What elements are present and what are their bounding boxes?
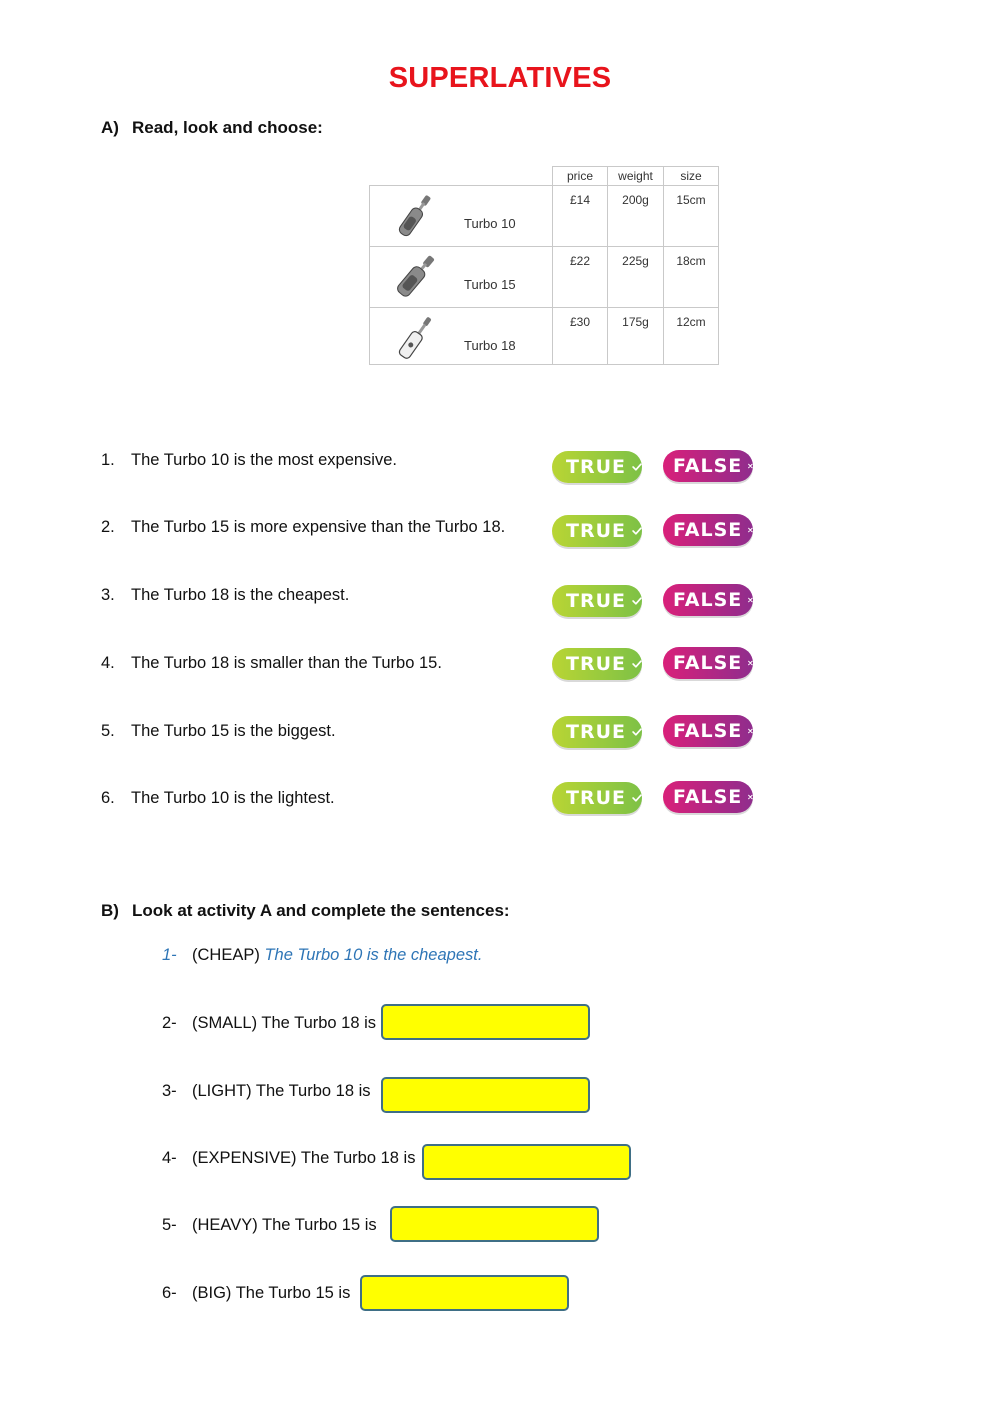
column-header-size: size xyxy=(664,167,719,186)
check-icon xyxy=(632,592,642,610)
product-name: Turbo 10 xyxy=(464,216,516,231)
product-table xyxy=(369,166,719,365)
electric-toothbrush-icon xyxy=(388,253,448,303)
sentence-5: 5- (HEAVY) The Turbo 15 is xyxy=(162,1216,377,1234)
answer-input-6[interactable] xyxy=(360,1275,569,1311)
section-b-heading xyxy=(101,901,510,921)
sentence-prompt: (LIGHT) The Turbo 18 is xyxy=(192,1082,371,1100)
question-text: The Turbo 10 is the most expensive. xyxy=(131,451,397,469)
product-name: Turbo 15 xyxy=(464,277,516,292)
x-icon xyxy=(748,655,753,671)
question-2: 2. The Turbo 15 is more expensive than the Turbo 18. xyxy=(101,518,506,536)
question-text: The Turbo 18 is the cheapest. xyxy=(131,586,350,604)
check-icon xyxy=(632,458,642,476)
check-icon xyxy=(632,723,642,741)
check-icon xyxy=(632,522,642,540)
weight-value: 200g xyxy=(608,186,664,247)
electric-toothbrush-icon xyxy=(388,314,448,364)
true-button-3[interactable]: TRUE xyxy=(552,585,642,617)
sentence-prompt: (SMALL) The Turbo 18 is xyxy=(192,1014,377,1032)
column-header-weight: weight xyxy=(608,167,664,186)
x-icon xyxy=(748,723,753,739)
true-button-1[interactable]: TRUE xyxy=(552,451,642,483)
section-a-heading xyxy=(101,118,323,138)
weight-value: 225g xyxy=(608,247,664,308)
sentence-2: 2- (SMALL) The Turbo 18 is xyxy=(162,1014,377,1032)
example-number: 1- xyxy=(162,946,177,964)
question-4: 4. The Turbo 18 is smaller than the Turbo 15. xyxy=(101,654,442,672)
product-cell xyxy=(370,247,553,308)
electric-toothbrush-icon xyxy=(388,192,448,242)
size-value: 18cm xyxy=(664,247,719,308)
table-row xyxy=(370,308,719,365)
product-name: Turbo 18 xyxy=(464,338,516,353)
table-header-row xyxy=(370,167,719,186)
answer-input-5[interactable] xyxy=(390,1206,599,1242)
false-button-3[interactable]: FALSE xyxy=(663,584,753,616)
true-button-5[interactable]: TRUE xyxy=(552,716,642,748)
price-value: £14 xyxy=(553,186,608,247)
false-button-2[interactable]: FALSE xyxy=(663,514,753,546)
table-row xyxy=(370,186,719,247)
section-b-instruction: Look at activity A and complete the sentences: xyxy=(132,901,510,920)
false-button-5[interactable]: FALSE xyxy=(663,715,753,747)
sentence-prompt: (EXPENSIVE) The Turbo 18 is xyxy=(192,1149,416,1167)
false-button-1[interactable]: FALSE xyxy=(663,450,753,482)
example-sentence xyxy=(162,946,482,965)
example-answer: The Turbo 10 is the cheapest. xyxy=(264,946,483,964)
x-icon xyxy=(748,592,753,608)
x-icon xyxy=(748,522,753,538)
page-title: SUPERLATIVES xyxy=(388,62,612,94)
question-text: The Turbo 18 is smaller than the Turbo 15. xyxy=(131,654,442,672)
answer-input-4[interactable] xyxy=(422,1144,631,1180)
product-cell xyxy=(370,186,553,247)
check-icon xyxy=(632,655,642,673)
true-button-4[interactable]: TRUE xyxy=(552,648,642,680)
sentence-prompt: (HEAVY) The Turbo 15 is xyxy=(192,1216,377,1234)
check-icon xyxy=(632,789,642,807)
question-text: The Turbo 15 is more expensive than the Turbo 18. xyxy=(131,518,506,536)
question-3: 3. The Turbo 18 is the cheapest. xyxy=(101,586,350,604)
sentence-4: 4- (EXPENSIVE) The Turbo 18 is xyxy=(162,1149,416,1167)
false-button-6[interactable]: FALSE xyxy=(663,781,753,813)
price-value: £30 xyxy=(553,308,608,365)
sentence-6: 6- (BIG) The Turbo 15 is xyxy=(162,1284,351,1302)
question-5: 5. The Turbo 15 is the biggest. xyxy=(101,722,336,740)
sentence-prompt: (BIG) The Turbo 15 is xyxy=(192,1284,351,1302)
section-a-letter: A) xyxy=(101,118,119,137)
table-row xyxy=(370,247,719,308)
weight-value: 175g xyxy=(608,308,664,365)
size-value: 12cm xyxy=(664,308,719,365)
x-icon xyxy=(748,458,753,474)
answer-input-3[interactable] xyxy=(381,1077,590,1113)
answer-input-2[interactable] xyxy=(381,1004,590,1040)
section-a-instruction: Read, look and choose: xyxy=(132,118,323,137)
false-button-4[interactable]: FALSE xyxy=(663,647,753,679)
true-button-2[interactable]: TRUE xyxy=(552,515,642,547)
question-1: 1. The Turbo 10 is the most expensive. xyxy=(101,451,397,469)
column-header-price: price xyxy=(553,167,608,186)
true-button-6[interactable]: TRUE xyxy=(552,782,642,814)
price-value: £22 xyxy=(553,247,608,308)
question-6: 6. The Turbo 10 is the lightest. xyxy=(101,789,335,807)
question-text: The Turbo 15 is the biggest. xyxy=(131,722,336,740)
product-cell xyxy=(370,308,553,365)
section-b-letter: B) xyxy=(101,901,119,920)
size-value: 15cm xyxy=(664,186,719,247)
x-icon xyxy=(748,789,753,805)
question-text: The Turbo 10 is the lightest. xyxy=(131,789,335,807)
example-prompt: (CHEAP) xyxy=(192,946,260,964)
sentence-3: 3- (LIGHT) The Turbo 18 is xyxy=(162,1082,371,1100)
